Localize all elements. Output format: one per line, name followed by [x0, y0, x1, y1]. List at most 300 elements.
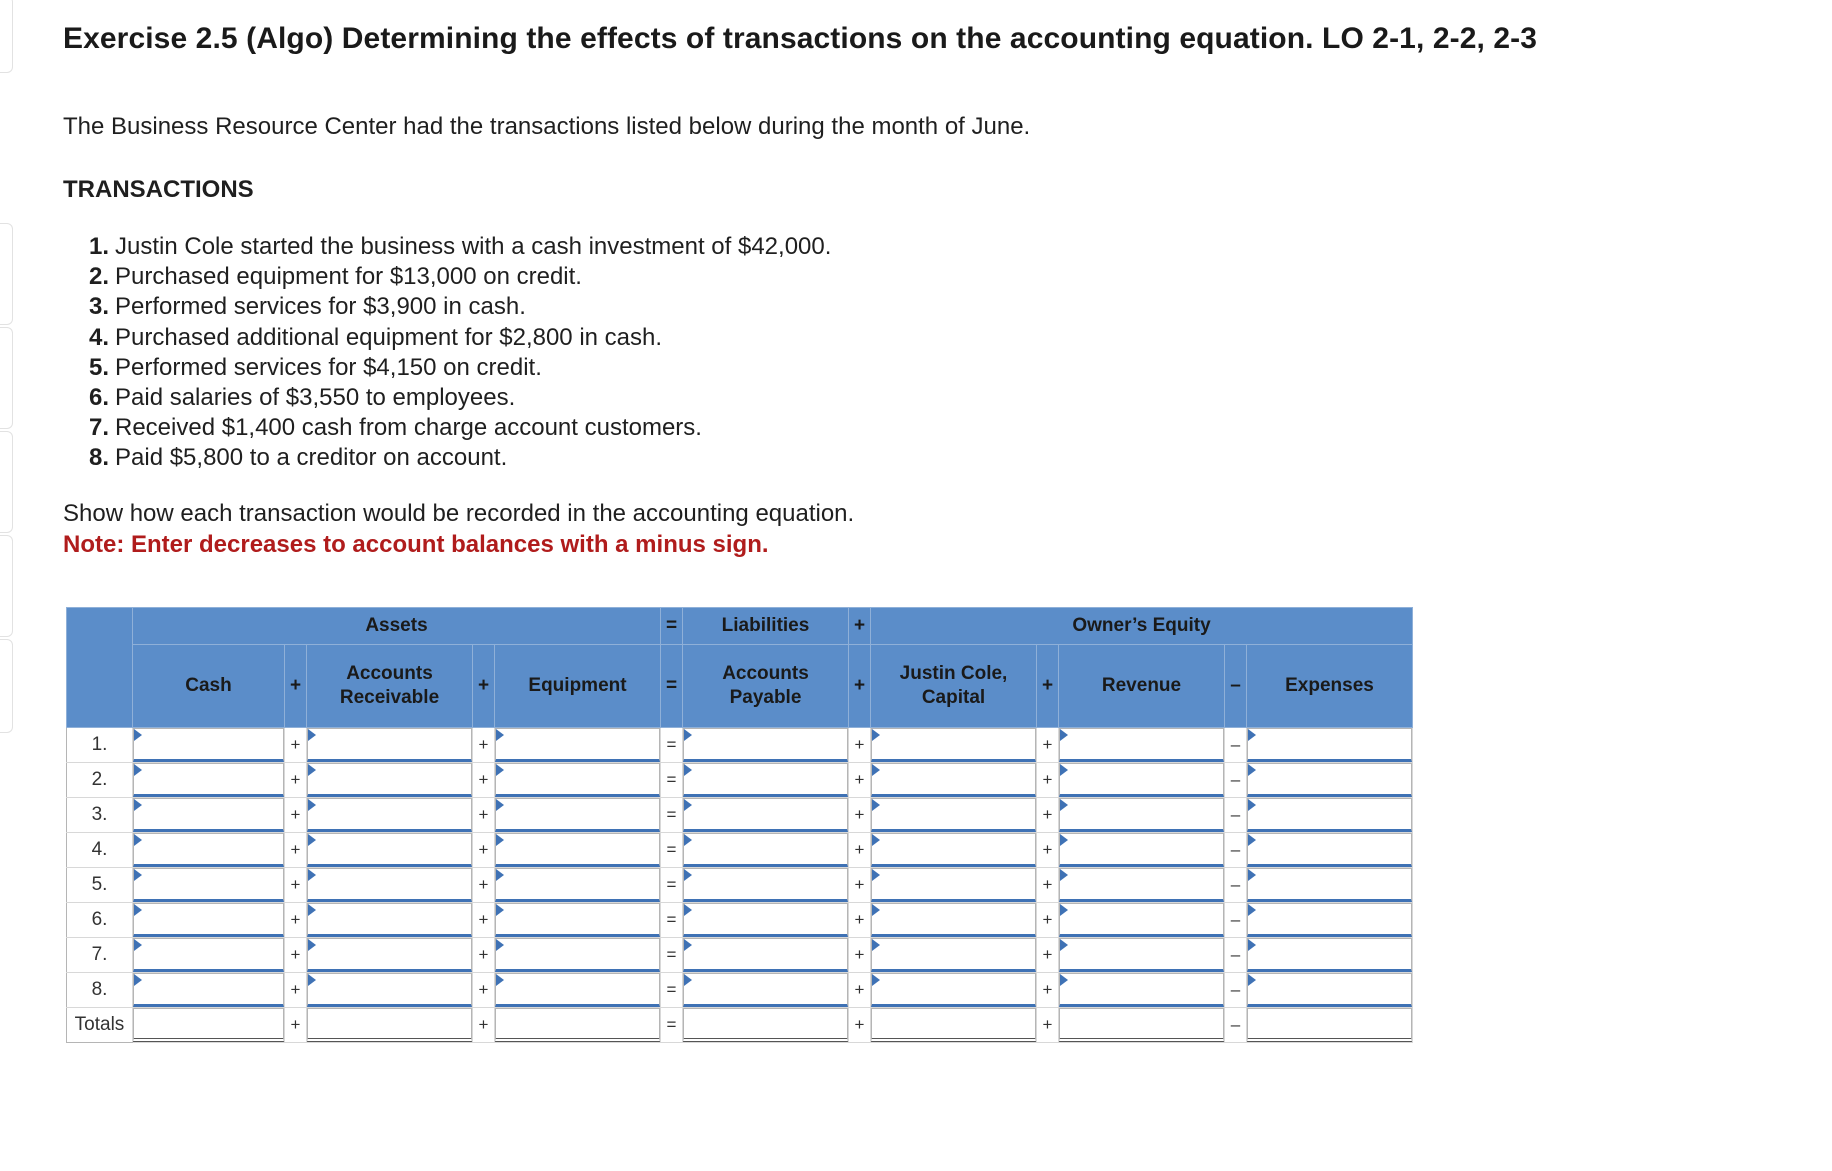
cash-input[interactable]	[133, 728, 284, 762]
accounts-receivable-cell	[307, 868, 473, 903]
plus-sign: +	[285, 1008, 307, 1043]
minus-sign: –	[1225, 1008, 1247, 1043]
revenue-cell	[1059, 973, 1225, 1008]
revenue-input[interactable]	[1059, 798, 1224, 832]
equipment-cell	[495, 868, 661, 903]
totals-row	[67, 1008, 1413, 1043]
capital-cell	[871, 868, 1037, 903]
plus-sign: +	[1037, 798, 1059, 833]
cash-cell	[133, 868, 285, 903]
answer-flag-icon	[134, 904, 142, 916]
transaction-item	[88, 232, 832, 262]
plus-sign: +	[285, 938, 307, 973]
accounts-payable-input[interactable]	[683, 763, 848, 797]
capital-cell	[871, 973, 1037, 1008]
equals-sign: =	[661, 973, 683, 1008]
answer-flag-icon	[872, 904, 880, 916]
transaction-number: 6.	[88, 383, 109, 411]
cash-column-header: Cash	[133, 645, 285, 728]
transaction-number: 8.	[88, 444, 109, 472]
transaction-number: 5.	[88, 353, 109, 381]
plus-sign: +	[473, 763, 495, 798]
answer-flag-icon	[496, 729, 504, 741]
capital-cell	[871, 1008, 1037, 1043]
cash-cell	[133, 903, 285, 938]
ap-header-line2: Payable	[729, 687, 802, 708]
revenue-input[interactable]	[1059, 938, 1224, 972]
transaction-item	[88, 292, 831, 322]
note-text: Note: Enter decreases to account balances with a minus sign.	[63, 531, 769, 558]
equipment-input[interactable]	[495, 973, 660, 1007]
accounts-payable-input[interactable]	[683, 728, 848, 762]
answer-flag-icon	[496, 869, 504, 881]
equipment-input[interactable]	[495, 728, 660, 762]
expenses-cell	[1247, 763, 1413, 798]
equipment-input[interactable]	[495, 938, 660, 972]
plus-sign: +	[849, 973, 871, 1008]
cash-input[interactable]	[133, 763, 284, 797]
accounts-receivable-input[interactable]	[307, 798, 472, 832]
answer-flag-icon	[1060, 834, 1068, 846]
equals-sign: =	[661, 645, 683, 728]
plus-sign: +	[849, 1008, 871, 1043]
side-panel-tab	[0, 327, 13, 429]
capital-total-input[interactable]	[871, 1008, 1036, 1042]
minus-sign: –	[1225, 645, 1247, 728]
plus-sign: +	[473, 833, 495, 868]
plus-sign: +	[1037, 763, 1059, 798]
transaction-number: 2.	[88, 263, 109, 291]
plus-sign: +	[1037, 728, 1059, 763]
transaction-row	[67, 833, 1413, 868]
capital-input[interactable]	[871, 868, 1036, 902]
answer-flag-icon	[1060, 974, 1068, 986]
plus-sign: +	[285, 868, 307, 903]
ar-header-line1: Accounts	[346, 663, 433, 684]
accounts-payable-column-header	[683, 645, 849, 728]
plus-sign: +	[849, 833, 871, 868]
cash-input[interactable]	[133, 833, 284, 867]
answer-flag-icon	[872, 974, 880, 986]
answer-flag-icon	[1060, 904, 1068, 916]
transaction-text: Paid salaries of $3,550 to employees.	[115, 383, 516, 411]
revenue-cell	[1059, 1008, 1225, 1043]
plus-sign: +	[473, 728, 495, 763]
revenue-input[interactable]	[1059, 728, 1224, 762]
revenue-cell	[1059, 903, 1225, 938]
revenue-column-header: Revenue	[1059, 645, 1225, 728]
plus-sign: +	[473, 798, 495, 833]
answer-flag-icon	[134, 834, 142, 846]
transaction-row	[67, 763, 1413, 798]
plus-sign: +	[1037, 973, 1059, 1008]
minus-sign: –	[1225, 903, 1247, 938]
answer-flag-icon	[496, 939, 504, 951]
transaction-number: 4.	[88, 323, 109, 351]
minus-sign: –	[1225, 973, 1247, 1008]
transaction-item	[88, 353, 831, 383]
accounts-payable-input[interactable]	[683, 798, 848, 832]
answer-flag-icon	[1248, 904, 1256, 916]
answer-flag-icon	[308, 974, 316, 986]
expenses-input[interactable]	[1247, 973, 1412, 1007]
answer-flag-icon	[1248, 799, 1256, 811]
answer-flag-icon	[308, 834, 316, 846]
expenses-input[interactable]	[1247, 763, 1412, 797]
equipment-cell	[495, 728, 661, 763]
equals-sign: =	[661, 728, 683, 763]
accounts-receivable-cell	[307, 728, 473, 763]
answer-flag-icon	[496, 799, 504, 811]
plus-sign: +	[473, 938, 495, 973]
accounts-receivable-cell	[307, 973, 473, 1008]
cash-total-input[interactable]	[133, 1008, 284, 1042]
answer-flag-icon	[684, 764, 692, 776]
capital-header-line2: Capital	[921, 687, 986, 708]
expenses-input[interactable]	[1247, 938, 1412, 972]
equipment-cell	[495, 1008, 661, 1043]
transaction-row	[67, 973, 1413, 1008]
transaction-text: Paid $5,800 to a creditor on account.	[115, 444, 508, 472]
transaction-item	[88, 383, 831, 413]
plus-sign: +	[285, 903, 307, 938]
minus-sign: –	[1225, 763, 1247, 798]
row-label: 6.	[67, 903, 133, 938]
cash-input[interactable]	[133, 938, 284, 972]
side-panel-tab	[0, 639, 13, 733]
equipment-column-header: Equipment	[495, 645, 661, 728]
transaction-number: 1.	[88, 233, 109, 260]
accounts-receivable-input[interactable]	[307, 728, 472, 762]
revenue-cell	[1059, 938, 1225, 973]
accounts-receivable-input[interactable]	[307, 763, 472, 797]
plus-sign: +	[849, 763, 871, 798]
minus-sign: –	[1225, 728, 1247, 763]
plus-sign: +	[1037, 938, 1059, 973]
answer-flag-icon	[872, 764, 880, 776]
transaction-row	[67, 903, 1413, 938]
expenses-input[interactable]	[1247, 903, 1412, 937]
row-label: 8.	[67, 973, 133, 1008]
expenses-input[interactable]	[1247, 868, 1412, 902]
equals-sign: =	[661, 763, 683, 798]
side-panel-tab	[0, 223, 13, 325]
plus-sign: +	[849, 903, 871, 938]
revenue-cell	[1059, 798, 1225, 833]
capital-input[interactable]	[871, 973, 1036, 1007]
answer-flag-icon	[308, 869, 316, 881]
equipment-input[interactable]	[495, 763, 660, 797]
ap-header-line1: Accounts	[722, 663, 809, 684]
row-label: 1.	[67, 728, 133, 763]
plus-sign: +	[285, 728, 307, 763]
answer-flag-icon	[1248, 869, 1256, 881]
answer-flag-icon	[872, 869, 880, 881]
cash-cell	[133, 798, 285, 833]
minus-sign: –	[1225, 833, 1247, 868]
plus-sign: +	[473, 645, 495, 728]
answer-flag-icon	[1060, 939, 1068, 951]
expenses-column-header: Expenses	[1247, 645, 1413, 728]
accounts-payable-cell	[683, 903, 849, 938]
revenue-input[interactable]	[1059, 833, 1224, 867]
transaction-number: 7.	[88, 414, 109, 442]
cash-cell	[133, 973, 285, 1008]
answer-flag-icon	[872, 939, 880, 951]
plus-sign: +	[285, 973, 307, 1008]
plus-sign: +	[849, 645, 871, 728]
answer-flag-icon	[134, 869, 142, 881]
answer-flag-icon	[308, 904, 316, 916]
answer-flag-icon	[496, 764, 504, 776]
intro-text: The Business Resource Center had the transactions listed below during the month of June.	[63, 113, 1031, 140]
instruction-text: Show how each transaction would be recorded in the accounting equation.	[63, 500, 855, 527]
capital-cell	[871, 903, 1037, 938]
transaction-item	[88, 323, 831, 353]
accounts-payable-cell	[683, 868, 849, 903]
transaction-number: 3.	[88, 293, 109, 321]
revenue-total-input[interactable]	[1059, 1008, 1224, 1042]
accounts-receivable-cell	[307, 763, 473, 798]
capital-cell	[871, 728, 1037, 763]
expenses-cell	[1247, 868, 1413, 903]
answer-flag-icon	[684, 974, 692, 986]
accounts-receivable-input[interactable]	[307, 833, 472, 867]
plus-sign: +	[849, 798, 871, 833]
equipment-cell	[495, 798, 661, 833]
equals-sign: =	[661, 938, 683, 973]
exercise-title: Exercise 2.5 (Algo) Determining the effects of transactions on the accounting equation. LO 2-1, 2-2, 2-3	[63, 22, 1538, 55]
plus-sign: +	[285, 645, 307, 728]
side-panel-tab	[0, 0, 13, 73]
accounts-payable-cell	[683, 833, 849, 868]
revenue-cell	[1059, 833, 1225, 868]
equipment-input[interactable]	[495, 868, 660, 902]
transaction-text: Purchased additional equipment for $2,800 in cash.	[115, 323, 663, 351]
equipment-total-input[interactable]	[495, 1008, 660, 1042]
capital-input[interactable]	[871, 833, 1036, 867]
equipment-cell	[495, 903, 661, 938]
accounts-payable-cell	[683, 728, 849, 763]
accounts-receivable-total-input[interactable]	[307, 1008, 472, 1042]
accounts-payable-input[interactable]	[683, 903, 848, 937]
capital-cell	[871, 938, 1037, 973]
expenses-cell	[1247, 1008, 1413, 1043]
answer-flag-icon	[684, 904, 692, 916]
expenses-cell	[1247, 728, 1413, 763]
revenue-cell	[1059, 763, 1225, 798]
transaction-row	[67, 938, 1413, 973]
equals-sign: =	[661, 1008, 683, 1043]
revenue-input[interactable]	[1059, 973, 1224, 1007]
transaction-row	[67, 728, 1413, 763]
accounts-payable-input[interactable]	[683, 868, 848, 902]
accounts-payable-total-input[interactable]	[683, 1008, 848, 1042]
accounts-payable-input[interactable]	[683, 833, 848, 867]
accounts-receivable-input[interactable]	[307, 938, 472, 972]
answer-flag-icon	[1248, 729, 1256, 741]
side-panel-tab	[0, 535, 13, 637]
assets-group-header: Assets	[133, 608, 661, 645]
answer-flag-icon	[308, 799, 316, 811]
cash-input[interactable]	[133, 903, 284, 937]
plus-sign: +	[285, 763, 307, 798]
ar-header-line2: Receivable	[339, 687, 440, 708]
plus-sign: +	[1037, 645, 1059, 728]
capital-cell	[871, 833, 1037, 868]
answer-flag-icon	[134, 729, 142, 741]
plus-sign: +	[473, 903, 495, 938]
answer-flag-icon	[684, 799, 692, 811]
row-label: 3.	[67, 798, 133, 833]
accounts-payable-input[interactable]	[683, 938, 848, 972]
row-label-header	[67, 608, 133, 728]
answer-flag-icon	[1248, 974, 1256, 986]
plus-sign: +	[849, 728, 871, 763]
expenses-cell	[1247, 973, 1413, 1008]
accounts-payable-cell	[683, 798, 849, 833]
accounts-payable-cell	[683, 1008, 849, 1043]
equipment-input[interactable]	[495, 903, 660, 937]
answer-flag-icon	[134, 764, 142, 776]
answer-flag-icon	[134, 974, 142, 986]
plus-sign: +	[1037, 903, 1059, 938]
expenses-cell	[1247, 798, 1413, 833]
cash-cell	[133, 763, 285, 798]
expenses-input[interactable]	[1247, 833, 1412, 867]
accounts-receivable-cell	[307, 833, 473, 868]
cash-input[interactable]	[133, 798, 284, 832]
plus-sign: +	[849, 938, 871, 973]
equipment-input[interactable]	[495, 833, 660, 867]
revenue-input[interactable]	[1059, 763, 1224, 797]
equipment-cell	[495, 763, 661, 798]
equipment-cell	[495, 938, 661, 973]
revenue-cell	[1059, 728, 1225, 763]
expenses-cell	[1247, 938, 1413, 973]
row-label: 5.	[67, 868, 133, 903]
plus-group-sign: +	[849, 608, 871, 645]
plus-sign: +	[849, 868, 871, 903]
equals-sign: =	[661, 798, 683, 833]
capital-input[interactable]	[871, 903, 1036, 937]
equals-sign: =	[661, 833, 683, 868]
accounting-equation-table	[66, 607, 1413, 1043]
cash-cell	[133, 833, 285, 868]
answer-flag-icon	[496, 834, 504, 846]
accounts-receivable-cell	[307, 798, 473, 833]
plus-sign: +	[473, 1008, 495, 1043]
accounts-receivable-input[interactable]	[307, 868, 472, 902]
capital-cell	[871, 763, 1037, 798]
expenses-cell	[1247, 833, 1413, 868]
answer-flag-icon	[134, 799, 142, 811]
accounts-payable-cell	[683, 973, 849, 1008]
expenses-input[interactable]	[1247, 798, 1412, 832]
totals-label: Totals	[67, 1008, 133, 1043]
cash-cell	[133, 938, 285, 973]
equipment-input[interactable]	[495, 798, 660, 832]
answer-flag-icon	[496, 904, 504, 916]
transaction-row	[67, 798, 1413, 833]
capital-input[interactable]	[871, 763, 1036, 797]
row-label: 7.	[67, 938, 133, 973]
cash-input[interactable]	[133, 868, 284, 902]
answer-flag-icon	[308, 729, 316, 741]
transaction-row	[67, 868, 1413, 903]
answer-flag-icon	[684, 729, 692, 741]
expenses-cell	[1247, 903, 1413, 938]
accounts-payable-input[interactable]	[683, 973, 848, 1007]
transaction-text: Performed services for $3,900 in cash.	[115, 293, 526, 321]
transaction-text: Purchased equipment for $13,000 on credit.	[115, 263, 582, 291]
transaction-text: Justin Cole started the business with a cash investment of $42,000.	[115, 233, 832, 260]
expenses-input[interactable]	[1247, 728, 1412, 762]
cash-cell	[133, 1008, 285, 1043]
equals-sign: =	[661, 868, 683, 903]
answer-flag-icon	[684, 834, 692, 846]
answer-flag-icon	[872, 729, 880, 741]
answer-flag-icon	[134, 939, 142, 951]
answer-flag-icon	[308, 939, 316, 951]
accounts-receivable-column-header	[307, 645, 473, 728]
capital-input[interactable]	[871, 728, 1036, 762]
answer-flag-icon	[1248, 939, 1256, 951]
transactions-list	[88, 232, 832, 474]
equals-group-sign: =	[661, 608, 683, 645]
capital-input[interactable]	[871, 798, 1036, 832]
minus-sign: –	[1225, 868, 1247, 903]
expenses-total-input[interactable]	[1247, 1008, 1412, 1042]
transaction-text: Performed services for $4,150 on credit.	[115, 353, 542, 381]
revenue-input[interactable]	[1059, 903, 1224, 937]
accounts-receivable-input[interactable]	[307, 903, 472, 937]
transaction-text: Received $1,400 cash from charge account customers.	[115, 414, 702, 442]
capital-input[interactable]	[871, 938, 1036, 972]
cash-input[interactable]	[133, 973, 284, 1007]
plus-sign: +	[473, 973, 495, 1008]
accounts-payable-cell	[683, 763, 849, 798]
capital-header-line1: Justin Cole,	[899, 663, 1008, 684]
transactions-heading: TRANSACTIONS	[63, 176, 254, 203]
transaction-item	[88, 413, 831, 443]
plus-sign: +	[285, 833, 307, 868]
plus-sign: +	[1037, 1008, 1059, 1043]
plus-sign: +	[1037, 868, 1059, 903]
liabilities-group-header: Liabilities	[683, 608, 849, 645]
answer-flag-icon	[496, 974, 504, 986]
side-panel-tab	[0, 431, 13, 533]
answer-flag-icon	[1248, 834, 1256, 846]
plus-sign: +	[473, 868, 495, 903]
row-label: 2.	[67, 763, 133, 798]
minus-sign: –	[1225, 938, 1247, 973]
equals-sign: =	[661, 903, 683, 938]
accounts-receivable-input[interactable]	[307, 973, 472, 1007]
plus-sign: +	[1037, 833, 1059, 868]
minus-sign: –	[1225, 798, 1247, 833]
answer-flag-icon	[684, 939, 692, 951]
answer-flag-icon	[872, 834, 880, 846]
equipment-cell	[495, 833, 661, 868]
answer-flag-icon	[872, 799, 880, 811]
answer-flag-icon	[1060, 799, 1068, 811]
transaction-item	[88, 262, 831, 292]
equipment-cell	[495, 973, 661, 1008]
revenue-input[interactable]	[1059, 868, 1224, 902]
capital-column-header	[871, 645, 1037, 728]
answer-flag-icon	[1248, 764, 1256, 776]
